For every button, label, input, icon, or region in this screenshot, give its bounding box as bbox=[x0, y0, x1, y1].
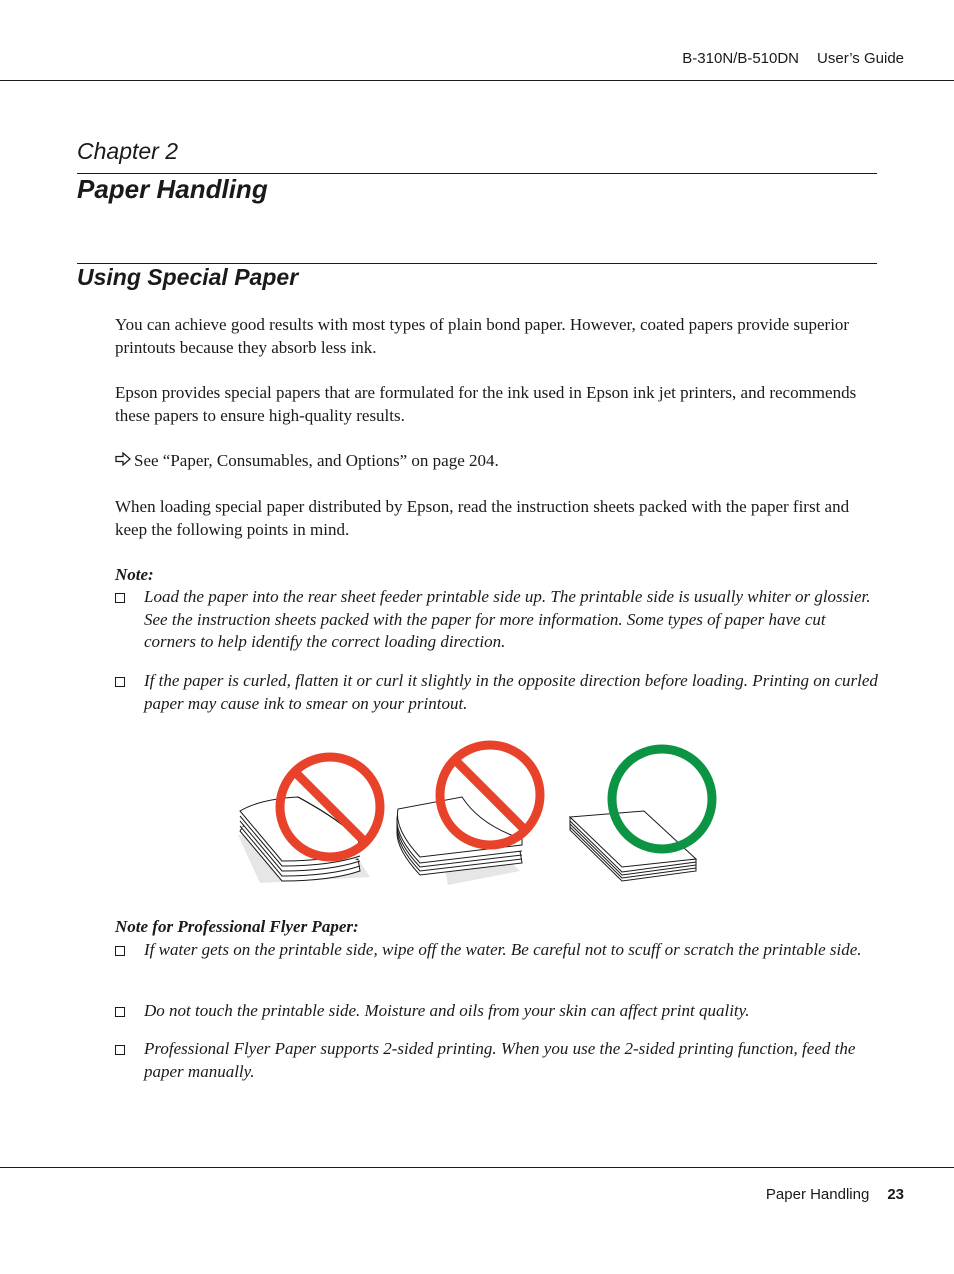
checkbox-bullet-icon bbox=[115, 946, 125, 956]
header-model: B-310N/B-510DN bbox=[682, 50, 800, 67]
flyer-note-heading: Note for Professional Flyer Paper: bbox=[115, 917, 359, 936]
page-number: 23 bbox=[887, 1186, 904, 1203]
checkbox-bullet-icon bbox=[115, 1045, 125, 1055]
cross-reference-text[interactable]: See “Paper, Consumables, and Options” on page 204. bbox=[134, 451, 499, 470]
checkbox-bullet-icon bbox=[115, 677, 125, 687]
note-item: Do not touch the printable side. Moisture and oils from your skin can affect print quality. bbox=[144, 1001, 750, 1020]
header-guide: User’s Guide bbox=[817, 50, 904, 67]
note-item: If water gets on the printable side, wipe off the water. Be careful not to scuff or scratch the printable side. bbox=[144, 940, 862, 959]
footer-divider bbox=[0, 1167, 954, 1168]
arrow-right-icon bbox=[115, 451, 131, 471]
paper-curl-illustration bbox=[230, 735, 730, 890]
curled-paper-stack-icon bbox=[238, 797, 370, 883]
checkbox-bullet-icon bbox=[115, 1007, 125, 1017]
chapter-label: Chapter 2 bbox=[77, 138, 179, 164]
running-header bbox=[682, 50, 904, 67]
note-item: If the paper is curled, flatten it or curl it slightly in the opposite direction before loading. Printing on curled paper may cause ink to smear on your printout. bbox=[144, 671, 878, 713]
paragraph: When loading special paper distributed by Epson, read the instruction sheets packed with the paper first and keep the following points in mind. bbox=[115, 497, 850, 539]
paragraph: Epson provides special papers that are formulated for the ink used in Epson ink jet printers, and recommends these papers to ensure high-quality results. bbox=[115, 383, 857, 425]
cross-reference[interactable] bbox=[115, 451, 499, 471]
note-item: Load the paper into the rear sheet feeder printable side up. The printable side is usually whiter or glossier. See the instruction sheets packed with the paper for more information. Some types of paper have cut corners to help identify the correct loading direction. bbox=[144, 587, 871, 651]
header-divider bbox=[0, 80, 954, 81]
note-heading: Note: bbox=[115, 565, 154, 584]
chapter-title: Paper Handling bbox=[77, 174, 268, 204]
running-footer bbox=[766, 1186, 904, 1203]
note-item: Professional Flyer Paper supports 2-sided printing. When you use the 2-sided printing function, feed the paper manually. bbox=[144, 1039, 856, 1081]
section-title: Using Special Paper bbox=[77, 264, 299, 290]
footer-section: Paper Handling bbox=[765, 1186, 870, 1203]
paragraph: You can achieve good results with most types of plain bond paper. However, coated papers provide superior printouts because they absorb less ink. bbox=[115, 315, 850, 357]
checkbox-bullet-icon bbox=[115, 593, 125, 603]
